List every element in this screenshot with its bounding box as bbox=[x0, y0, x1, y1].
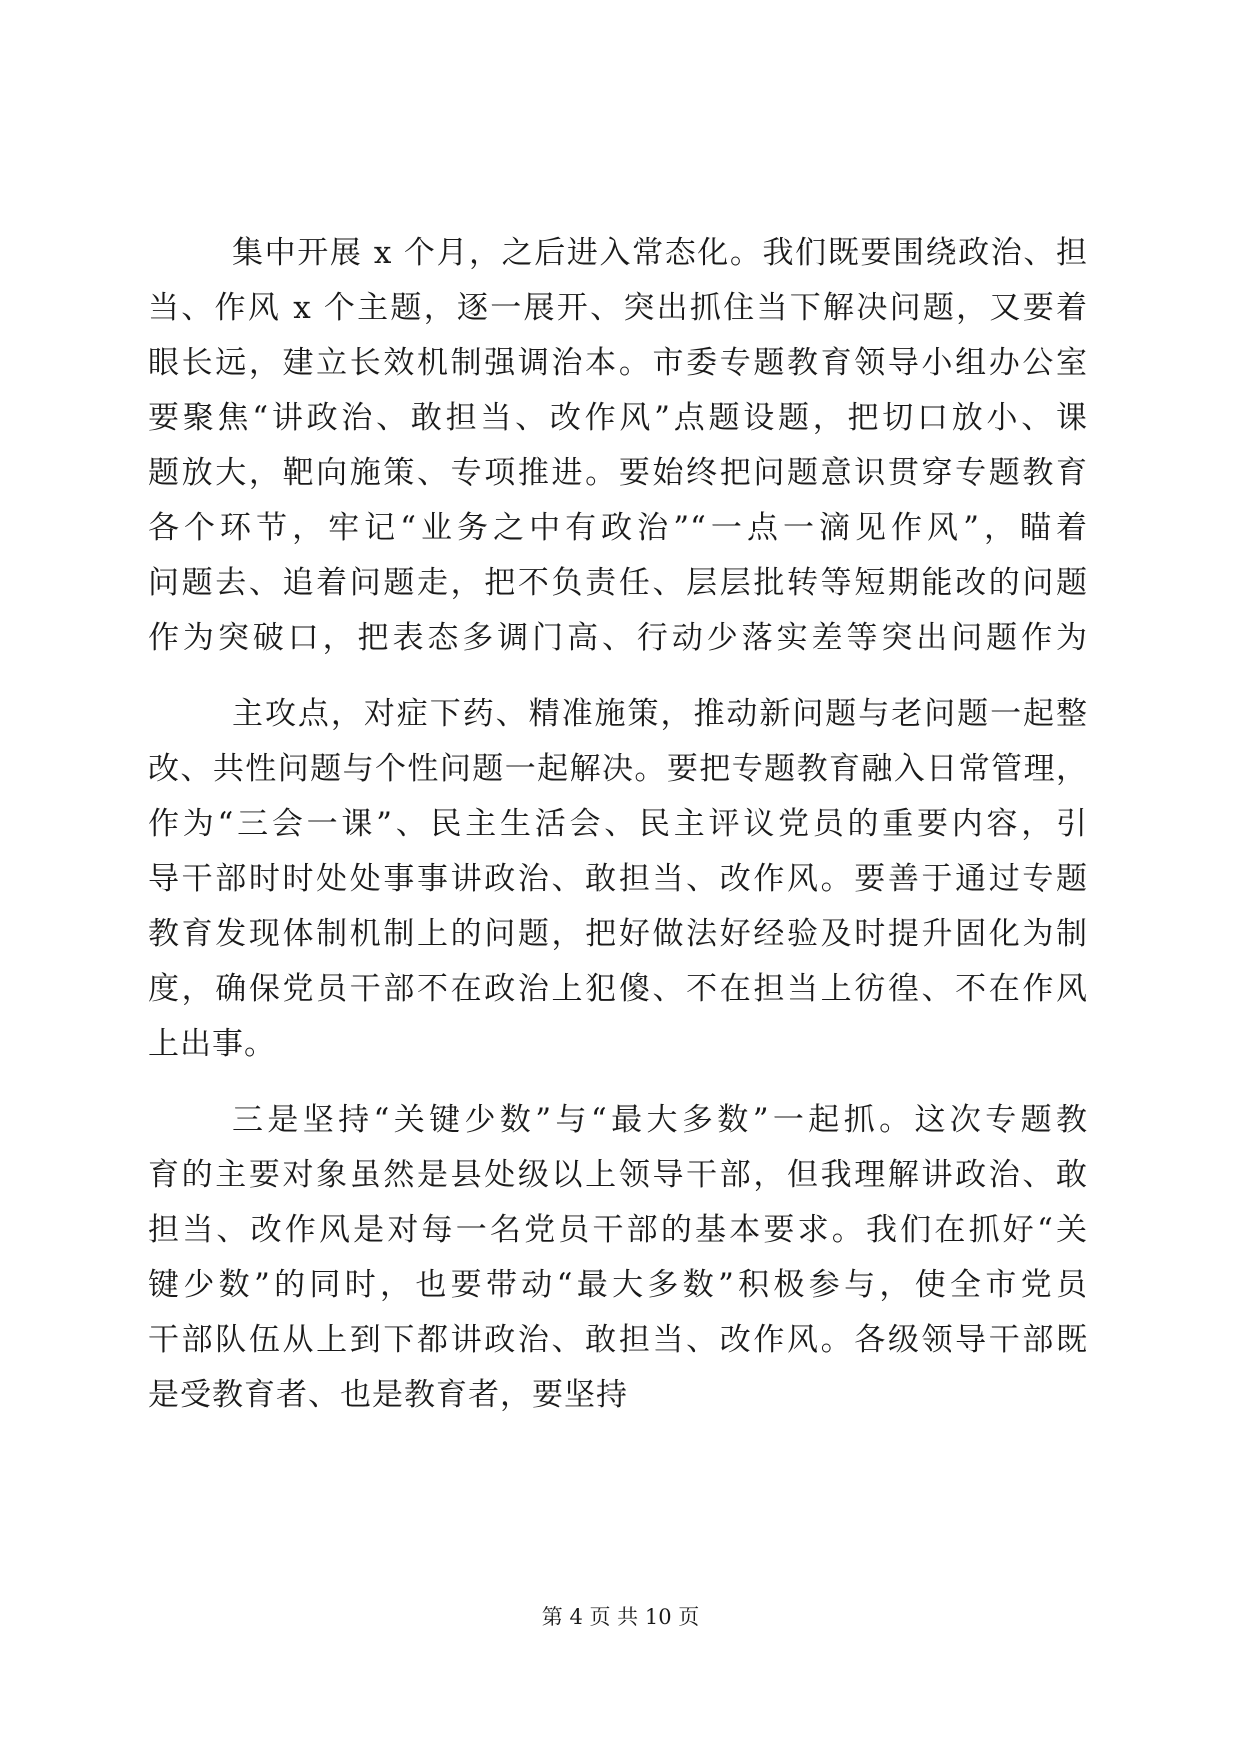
text-line: 眼长远，建立长效机制强调治本。市委专题教育领导小组办公室 bbox=[148, 345, 1088, 381]
text-line: 教育发现体制机制上的问题，把好做法好经验及时提升固化为制 bbox=[148, 916, 1088, 952]
text-line: 作为“三会一课”、民主生活会、民主评议党员的重要内容，引 bbox=[148, 806, 1088, 842]
text-line: 当、作风 x 个主题，逐一展开、突出抓住当下解决问题，又要着 bbox=[148, 290, 1088, 326]
text-line: 作为突破口，把表态多调门高、行动少落实差等突出问题作为 bbox=[148, 620, 1088, 656]
text-line: 度，确保党员干部不在政治上犯傻、不在担当上彷徨、不在作风 bbox=[148, 971, 1088, 1007]
document-body bbox=[148, 226, 1088, 1444]
text-line: 上出事。 bbox=[148, 1026, 276, 1062]
text-line: 是受教育者、也是教育者，要坚持 bbox=[148, 1377, 628, 1413]
text-line: 问题去、追着问题走，把不负责任、层层批转等短期能改的问题 bbox=[148, 565, 1088, 601]
text-line: 主攻点，对症下药、精准施策，推动新问题与老问题一起整 bbox=[232, 696, 1088, 732]
text-line: 担当、改作风是对每一名党员干部的基本要求。我们在抓好“关 bbox=[148, 1212, 1088, 1248]
text-line: 育的主要对象虽然是县处级以上领导干部，但我理解讲政治、敢 bbox=[148, 1157, 1088, 1193]
text-line: 各个环节，牢记“业务之中有政治”“一点一滴见作风”，瞄着 bbox=[148, 510, 1088, 546]
text-line: 改、共性问题与个性问题一起解决。要把专题教育融入日常管理， bbox=[148, 751, 1088, 787]
text-line: 题放大，靶向施策、专项推进。要始终把问题意识贯穿专题教育 bbox=[148, 455, 1088, 491]
text-line: 三是坚持“关键少数”与“最大多数”一起抓。这次专题教 bbox=[232, 1102, 1088, 1138]
text-line: 键少数”的同时，也要带动“最大多数”积极参与，使全市党员 bbox=[148, 1267, 1088, 1303]
paragraph-2 bbox=[148, 687, 1088, 1072]
text-line: 导干部时时处处事事讲政治、敢担当、改作风。要善于通过专题 bbox=[148, 861, 1088, 897]
text-line: 干部队伍从上到下都讲政治、敢担当、改作风。各级领导干部既 bbox=[148, 1322, 1088, 1358]
paragraph-3 bbox=[148, 1093, 1088, 1423]
text-line: 要聚焦“讲政治、敢担当、改作风”点题设题，把切口放小、课 bbox=[148, 400, 1088, 436]
paragraph-1 bbox=[148, 226, 1088, 666]
page-number-footer: 第 4 页 共 10 页 bbox=[541, 1605, 700, 1629]
text-line: 集中开展 x 个月，之后进入常态化。我们既要围绕政治、担 bbox=[232, 235, 1088, 271]
